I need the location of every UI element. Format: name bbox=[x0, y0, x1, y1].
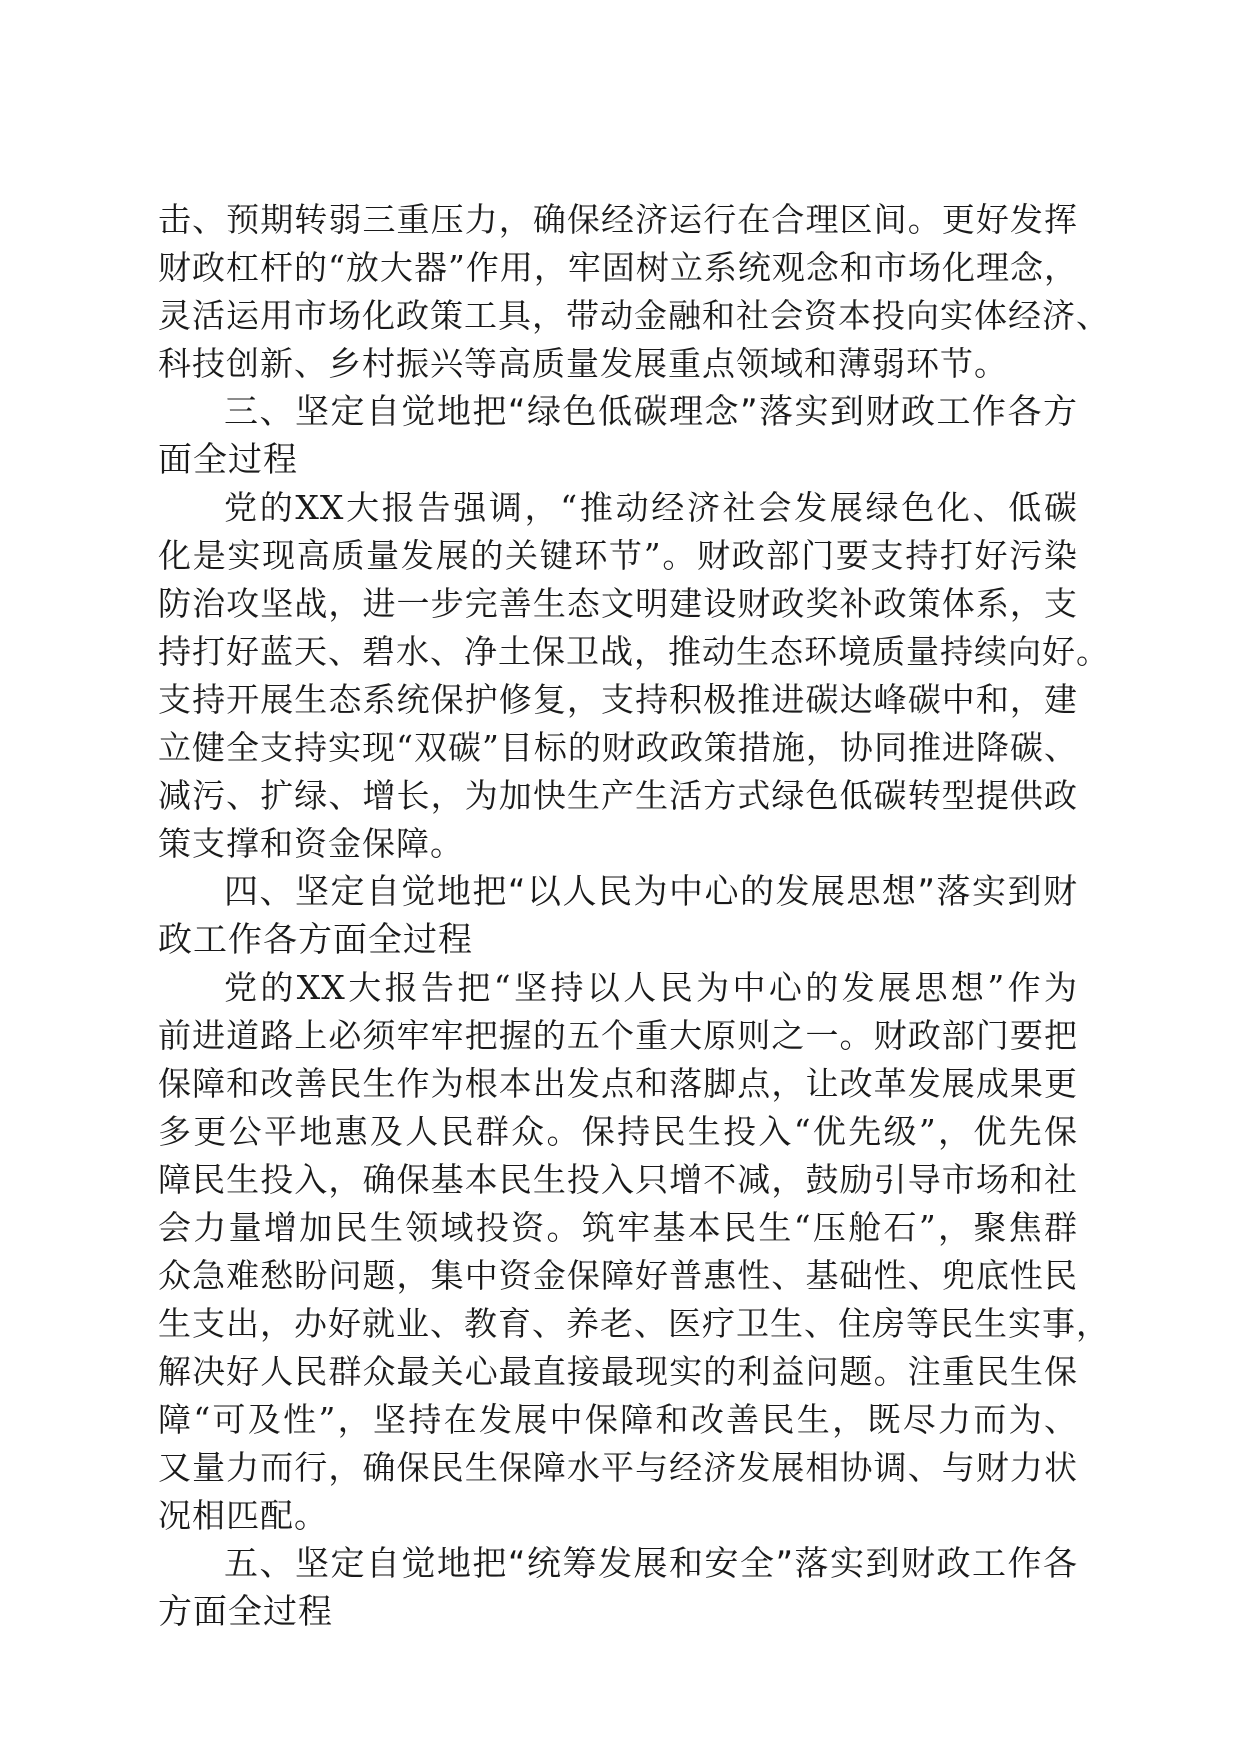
text-line: 防治攻坚战，进一步完善生态文明建设财政奖补政策体系，支 bbox=[158, 584, 1078, 623]
paragraph-people-centered bbox=[158, 964, 1110, 1540]
text-line: 障民生投入，确保基本民生投入只增不减，鼓励引导市场和社 bbox=[158, 1160, 1078, 1199]
heading-line: 面全过程 bbox=[158, 440, 298, 480]
text-line: 众急难愁盼问题，集中资金保障好普惠性、基础性、兜底性民 bbox=[158, 1256, 1078, 1295]
text-line: 会力量增加民生领域投资。筑牢基本民生“压舱石”，聚焦群 bbox=[158, 1208, 1078, 1247]
text-line: 财政杠杆的“放大器”作用，牢固树立系统观念和市场化理念， bbox=[158, 248, 1078, 287]
text-line: 解决好人民群众最关心最直接最现实的利益问题。注重民生保 bbox=[158, 1352, 1078, 1391]
text-line: 化是实现高质量发展的关键环节”。财政部门要支持打好污染 bbox=[158, 536, 1078, 575]
heading-line: 政工作各方面全过程 bbox=[158, 920, 473, 960]
text-line: 支持开展生态系统保护修复，支持积极推进碳达峰碳中和，建 bbox=[158, 680, 1078, 719]
text-line: 况相匹配。 bbox=[158, 1496, 328, 1535]
text-line: 障“可及性”，坚持在发展中保障和改善民生，既尽力而为、 bbox=[158, 1400, 1078, 1439]
text-line: 前进道路上必须牢牢把握的五个重大原则之一。财政部门要把 bbox=[158, 1016, 1078, 1055]
heading-line: 四、坚定自觉地把“以人民为中心的发展思想”落实到财 bbox=[224, 872, 1078, 912]
text-line: 立健全支持实现“双碳”目标的财政政策措施，协同推进降碳、 bbox=[158, 728, 1078, 767]
section-heading-3 bbox=[158, 388, 1078, 484]
heading-line: 三、坚定自觉地把“绿色低碳理念”落实到财政工作各方 bbox=[224, 392, 1078, 432]
text-line: 减污、扩绿、增长，为加快生产生活方式绿色低碳转型提供政 bbox=[158, 776, 1078, 815]
text-line: 策支撑和资金保障。 bbox=[158, 824, 464, 863]
section-heading-5 bbox=[158, 1540, 1078, 1636]
text-line: 多更公平地惠及人民群众。保持民生投入“优先级”，优先保 bbox=[158, 1112, 1078, 1151]
text-line: 灵活运用市场化政策工具，带动金融和社会资本投向实体经济、 bbox=[158, 296, 1110, 335]
document-page bbox=[158, 196, 1110, 1636]
text-line: 党的XX大报告强调，“推动经济社会发展绿色化、低碳 bbox=[224, 488, 1078, 527]
paragraph-green-low-carbon bbox=[158, 484, 1110, 868]
text-line: 持打好蓝天、碧水、净土保卫战，推动生态环境质量持续向好。 bbox=[158, 632, 1110, 671]
heading-line: 方面全过程 bbox=[158, 1592, 333, 1632]
heading-line: 五、坚定自觉地把“统筹发展和安全”落实到财政工作各 bbox=[224, 1544, 1078, 1584]
text-line: 科技创新、乡村振兴等高质量发展重点领域和薄弱环节。 bbox=[158, 344, 1008, 383]
section-heading-4 bbox=[158, 868, 1078, 964]
text-line: 又量力而行，确保民生保障水平与经济发展相协调、与财力状 bbox=[158, 1448, 1078, 1487]
text-line: 击、预期转弱三重压力，确保经济运行在合理区间。更好发挥 bbox=[158, 200, 1078, 239]
text-line: 保障和改善民生作为根本出发点和落脚点，让改革发展成果更 bbox=[158, 1064, 1078, 1103]
text-line: 党的XX大报告把“坚持以人民为中心的发展思想”作为 bbox=[224, 968, 1078, 1007]
text-line: 生支出，办好就业、教育、养老、医疗卫生、住房等民生实事， bbox=[158, 1304, 1110, 1343]
paragraph-economy-continued bbox=[158, 196, 1110, 388]
